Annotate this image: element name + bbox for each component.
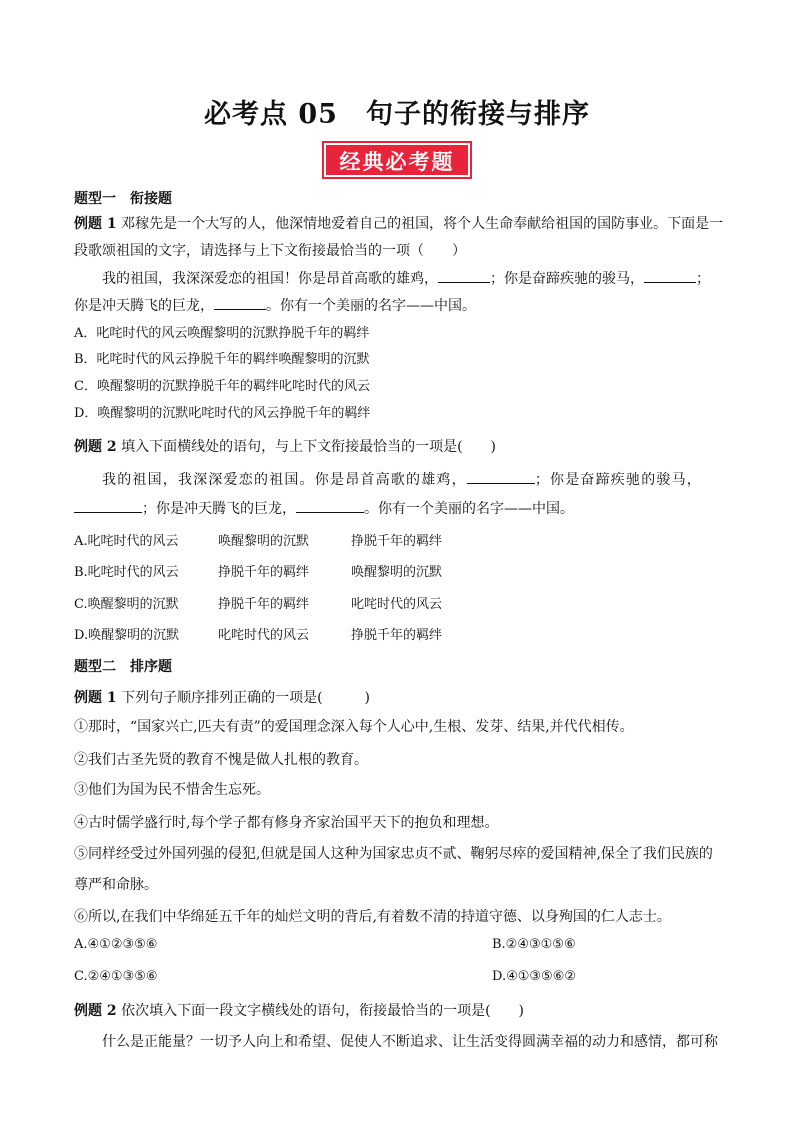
q2-blank-1 bbox=[467, 469, 535, 484]
q1-option-b: B．叱咤时代的风云挣脱千年的羁绊唤醒黎明的沉默 bbox=[74, 352, 370, 367]
q1-blank-1 bbox=[438, 268, 490, 283]
q1-stem-line1 bbox=[74, 213, 723, 233]
q1-blank-3 bbox=[214, 295, 266, 310]
q1-passage-part-a: 我的祖国，我深深爱恋的祖国！你是昂首高歌的雄鸡， bbox=[102, 271, 438, 287]
q3-sentence-1: ①那时，“国家兴亡,匹夫有责”的爱国理念深入每个人心中,生根、发芽、结果,并代代相传。 bbox=[74, 719, 634, 735]
q1-passage-part-b: ；你是奋蹄疾驰的骏马， bbox=[490, 271, 644, 287]
q4-text: 依次填入下面一段文字横线处的语句，衔接最恰当的一项是( ) bbox=[121, 1003, 525, 1019]
q3-option-b: B.②④③①⑤⑥ bbox=[492, 937, 576, 952]
q2-option-d-3: 挣脱千年的羁绊 bbox=[351, 628, 443, 643]
q4-passage-line1: 什么是正能量？一切予人向上和希望、促使人不断追求、让生活变得圆满幸福的动力和感情，都可称 bbox=[102, 1034, 718, 1050]
q4-stem bbox=[74, 1000, 524, 1020]
q4-label: 例题 2 bbox=[74, 1003, 117, 1019]
q2-passage-line1 bbox=[102, 469, 702, 489]
q3-sentence-5-line2: 尊严和命脉。 bbox=[74, 877, 158, 893]
q2-passage-line2 bbox=[74, 498, 574, 518]
q2-option-a-1: A.叱咤时代的风云 bbox=[74, 534, 179, 549]
q3-sentence-3: ③他们为国为民不惜舍生忘死。 bbox=[74, 782, 270, 798]
q2-option-d-2: 叱咤时代的风云 bbox=[218, 628, 310, 643]
q2-option-a-3: 挣脱千年的羁绊 bbox=[351, 534, 443, 549]
q3-stem bbox=[74, 687, 370, 707]
q2-passage-part-a: 我的祖国，我深深爱恋的祖国。你是昂首高歌的雄鸡， bbox=[102, 472, 467, 488]
q1-passage-part-d: 你是冲天腾飞的巨龙， bbox=[74, 298, 214, 314]
q1-passage-part-e: 。你有一个美丽的名字——中国。 bbox=[266, 298, 476, 314]
q2-passage-part-b: ；你是奋蹄疾驰的骏马， bbox=[534, 472, 703, 488]
section-heading-ordering: 题型二 排序题 bbox=[74, 659, 172, 675]
q2-option-b-1: B.叱咤时代的风云 bbox=[74, 565, 179, 580]
q1-blank-2 bbox=[644, 268, 696, 283]
section-badge: 经典必考题 bbox=[324, 143, 470, 177]
q1-passage-part-c: ； bbox=[696, 271, 710, 287]
q3-sentence-5-line1: ⑤同样经受过外国列强的侵犯,但就是国人这种为国家忠贞不贰、鞠躬尽瘁的爱国精神,保全了我们民族的 bbox=[74, 846, 713, 862]
q3-option-c: C.②④①③⑤⑥ bbox=[74, 969, 158, 984]
q1-option-d: D．唤醒黎明的沉默叱咤时代的风云挣脱千年的羁绊 bbox=[74, 406, 371, 421]
q1-option-a: A．叱咤时代的风云唤醒黎明的沉默挣脱千年的羁绊 bbox=[74, 326, 370, 341]
q3-sentence-2: ②我们古圣先贤的教育不愧是做人扎根的教育。 bbox=[74, 752, 368, 768]
q1-text-line1: 邓稼先是一个大写的人，他深情地爱着自己的祖国，将个人生命奉献给祖国的国防事业。下面是一 bbox=[121, 216, 724, 232]
q2-option-c-2: 挣脱千年的羁绊 bbox=[218, 597, 310, 612]
q2-option-c-1: C.唤醒黎明的沉默 bbox=[74, 597, 179, 612]
q2-passage-part-c: ；你是冲天腾飞的巨龙， bbox=[142, 501, 296, 517]
q3-text: 下列句子顺序排列正确的一项是( ) bbox=[121, 690, 371, 706]
q1-passage-line1 bbox=[102, 268, 710, 288]
q3-sentence-4: ④古时儒学盛行时,每个学子都有修身齐家治国平天下的抱负和理想。 bbox=[74, 815, 499, 831]
q2-option-a-2: 唤醒黎明的沉默 bbox=[218, 534, 310, 549]
page-title: 必考点 05 句子的衔接与排序 bbox=[204, 99, 590, 130]
q2-option-d-1: D.唤醒黎明的沉默 bbox=[74, 628, 180, 643]
q3-sentence-6: ⑥所以,在我们中华绵延五千年的灿烂文明的背后,有着数不清的持道守德、以身殉国的仁人志士。 bbox=[74, 909, 671, 925]
q2-blank-3 bbox=[296, 498, 364, 513]
q1-label: 例题 1 bbox=[74, 216, 117, 232]
q3-label: 例题 1 bbox=[74, 690, 117, 706]
q1-text-line2: 段歌颂祖国的文字，请选择与上下文衔接最恰当的一项（ ） bbox=[74, 243, 466, 259]
q2-option-b-3: 唤醒黎明的沉默 bbox=[351, 565, 443, 580]
q1-option-c: C．唤醒黎明的沉默挣脱千年的羁绊叱咤时代的风云 bbox=[74, 379, 370, 394]
q3-option-d: D.④①③⑤⑥② bbox=[492, 969, 577, 984]
q2-blank-2 bbox=[74, 498, 142, 513]
q2-text: 填入下面横线处的语句，与上下文衔接最恰当的一项是( ) bbox=[121, 439, 497, 455]
section-heading-cohesion: 题型一 衔接题 bbox=[74, 191, 172, 207]
q1-passage-line2 bbox=[74, 295, 476, 315]
q3-option-a: A.④①②③⑤⑥ bbox=[74, 937, 158, 952]
q2-label: 例题 2 bbox=[74, 439, 117, 455]
q2-option-c-3: 叱咤时代的风云 bbox=[351, 597, 443, 612]
q2-passage-part-d: 。你有一个美丽的名字——中国。 bbox=[364, 501, 574, 517]
q2-option-b-2: 挣脱千年的羁绊 bbox=[218, 565, 310, 580]
q2-stem bbox=[74, 436, 496, 456]
